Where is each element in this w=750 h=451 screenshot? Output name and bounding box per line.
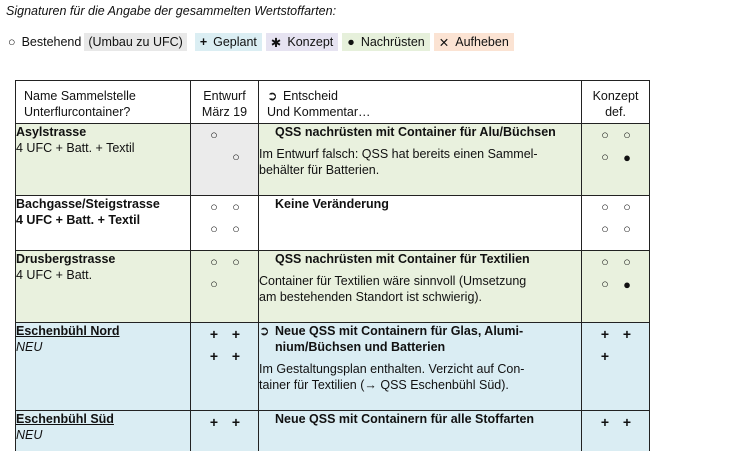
circle-open-icon: ○ bbox=[601, 150, 609, 164]
site-containers: 4 UFC + Batt. + Textil bbox=[16, 213, 141, 227]
comment-line1: Im Gestaltungsplan enthalten. Verzicht auf Con- bbox=[259, 362, 525, 376]
legend-planned bbox=[195, 33, 262, 51]
table-header-row bbox=[16, 81, 650, 124]
circle-open-icon: ○ bbox=[601, 128, 609, 142]
header-decision-line2: Und Kommentar… bbox=[267, 105, 371, 119]
plus-icon: + bbox=[209, 348, 219, 364]
site-name: Eschenbühl Süd bbox=[16, 412, 114, 426]
decision-cell bbox=[259, 323, 582, 411]
site-cell bbox=[16, 411, 191, 451]
circle-open-icon: ○ bbox=[601, 255, 609, 269]
comment-line2: am bestehenden Standort ist schwierig). bbox=[259, 290, 483, 304]
arrow-icon bbox=[259, 196, 275, 212]
decision-title bbox=[259, 323, 581, 355]
circle-open-icon: ○ bbox=[232, 255, 240, 269]
header-concept bbox=[582, 81, 650, 124]
decision-cell bbox=[259, 196, 582, 251]
header-concept-line2: def. bbox=[605, 105, 626, 119]
circle-open-icon: ○ bbox=[210, 200, 218, 214]
plus-icon: + bbox=[231, 414, 241, 430]
decision-comment bbox=[259, 361, 581, 393]
table-row bbox=[16, 251, 650, 323]
header-draft bbox=[191, 81, 259, 124]
decision-title bbox=[259, 251, 581, 267]
comment-line2: tainer für Textilien (→ QSS Eschenbühl Süd). bbox=[259, 378, 509, 392]
circle-filled-icon: ● bbox=[623, 149, 631, 165]
circle-open-icon: ○ bbox=[601, 277, 609, 291]
legend-existing bbox=[6, 33, 84, 51]
plus-icon: + bbox=[622, 414, 632, 430]
circle-open-icon: ○ bbox=[210, 222, 218, 236]
circle-open-icon: ○ bbox=[623, 255, 631, 269]
site-name: Asylstrasse bbox=[16, 125, 87, 139]
decision-cell bbox=[259, 411, 582, 451]
site-name: Drusbergstrasse bbox=[16, 252, 116, 266]
site-cell bbox=[16, 251, 191, 323]
arrow-icon: ➲ bbox=[267, 89, 278, 103]
legend bbox=[6, 33, 518, 51]
circle-open-icon: ○ bbox=[232, 150, 240, 164]
legend-existing-label: Bestehend bbox=[21, 35, 82, 49]
decision-text-line2: nium/Büchsen und Batterien bbox=[275, 340, 446, 354]
site-cell bbox=[16, 124, 191, 196]
decision-title bbox=[259, 411, 581, 427]
site-containers: 4 UFC + Batt. + Textil bbox=[16, 141, 135, 155]
asterisk-icon: ✱ bbox=[270, 35, 282, 50]
draft-symbols bbox=[191, 196, 259, 251]
decision-cell bbox=[259, 251, 582, 323]
circle-open-icon: ○ bbox=[623, 222, 631, 236]
decision-text: Neue QSS mit Containern für alle Stoffarten bbox=[275, 412, 535, 426]
legend-conversion bbox=[84, 33, 186, 51]
header-name-line2: Unterflurcontainer? bbox=[24, 105, 131, 119]
legend-conversion-label: (Umbau zu UFC) bbox=[88, 35, 183, 49]
plus-icon: + bbox=[600, 414, 610, 430]
arrow-icon bbox=[259, 124, 275, 140]
decision-cell bbox=[259, 124, 582, 196]
decision-text: QSS nachrüsten mit Container für Textilien bbox=[275, 252, 530, 266]
plus-icon: + bbox=[600, 326, 610, 342]
draft-symbols bbox=[191, 411, 259, 451]
plus-icon: + bbox=[622, 326, 632, 342]
legend-remove-label: Aufheben bbox=[455, 35, 509, 49]
legend-planned-label: Geplant bbox=[213, 35, 257, 49]
draft-symbols bbox=[191, 124, 259, 196]
header-concept-line1: Konzept bbox=[592, 89, 639, 103]
decision-text: QSS nachrüsten mit Container für Alu/Büchsen bbox=[275, 125, 556, 139]
circle-open-icon: ○ bbox=[232, 200, 240, 214]
plus-icon: + bbox=[231, 348, 241, 364]
decision-comment bbox=[259, 273, 581, 305]
legend-retrofit bbox=[342, 33, 430, 51]
concept-symbols bbox=[582, 251, 650, 323]
circle-open-icon: ○ bbox=[210, 128, 218, 142]
header-decision-line1: Entscheid bbox=[283, 89, 338, 103]
site-name: Eschenbühl Nord bbox=[16, 324, 120, 338]
plus-icon: + bbox=[209, 414, 219, 430]
legend-concept bbox=[266, 33, 338, 51]
arrow-icon: ➲ bbox=[259, 324, 270, 338]
header-draft-line1: Entwurf bbox=[203, 89, 246, 103]
decision-comment bbox=[259, 146, 581, 178]
decision-text: Keine Veränderung bbox=[275, 197, 389, 211]
legend-remove bbox=[434, 33, 514, 51]
decision-title bbox=[259, 124, 581, 140]
circle-open-icon: ○ bbox=[623, 200, 631, 214]
circle-filled-icon: ● bbox=[623, 276, 631, 292]
legend-concept-label: Konzept bbox=[287, 35, 334, 49]
site-status: NEU bbox=[16, 340, 43, 354]
table-row bbox=[16, 323, 650, 411]
table-row bbox=[16, 411, 650, 451]
site-containers: 4 UFC + Batt. bbox=[16, 268, 93, 282]
circle-open-icon: ○ bbox=[210, 277, 218, 291]
draft-symbols bbox=[191, 323, 259, 411]
cross-icon: ✕ bbox=[438, 35, 450, 50]
header-draft-line2: März 19 bbox=[201, 105, 248, 119]
circle-open-icon: ○ bbox=[601, 222, 609, 236]
plus-icon: + bbox=[600, 348, 610, 364]
site-status: NEU bbox=[16, 428, 43, 442]
header-decision bbox=[259, 81, 582, 124]
comment-line1: Im Entwurf falsch: QSS hat bereits einen Sammel- bbox=[259, 147, 538, 161]
legend-title: Signaturen für die Angabe der gesammelten Wertstoffarten: bbox=[6, 4, 337, 18]
circle-open-icon: ○ bbox=[601, 200, 609, 214]
header-name-line1: Name Sammelstelle bbox=[24, 89, 136, 103]
table-row bbox=[16, 124, 650, 196]
arrow-icon bbox=[259, 411, 275, 427]
comment-line2: behälter für Batterien. bbox=[259, 163, 380, 177]
table-row bbox=[16, 196, 650, 251]
concept-symbols bbox=[582, 124, 650, 196]
plus-icon: + bbox=[209, 326, 219, 342]
decision-text-line1: Neue QSS mit Containern für Glas, Alumi- bbox=[275, 324, 524, 338]
site-cell bbox=[16, 323, 191, 411]
circle-open-icon: ○ bbox=[8, 35, 16, 49]
plus-icon: + bbox=[231, 326, 241, 342]
collection-points-table bbox=[15, 80, 650, 451]
concept-symbols bbox=[582, 411, 650, 451]
site-name: Bachgasse/Steigstrasse bbox=[16, 197, 160, 211]
plus-icon: + bbox=[199, 35, 208, 49]
header-name bbox=[16, 81, 191, 124]
arrow-icon bbox=[259, 251, 275, 267]
circle-filled-icon: ● bbox=[347, 35, 355, 49]
concept-symbols bbox=[582, 323, 650, 411]
site-cell bbox=[16, 196, 191, 251]
legend-retrofit-label: Nachrüsten bbox=[360, 35, 425, 49]
circle-open-icon: ○ bbox=[623, 128, 631, 142]
circle-open-icon: ○ bbox=[232, 222, 240, 236]
decision-title bbox=[259, 196, 581, 212]
draft-symbols bbox=[191, 251, 259, 323]
comment-line1: Container für Textilien wäre sinnvoll (Umsetzung bbox=[259, 274, 527, 288]
concept-symbols bbox=[582, 196, 650, 251]
circle-open-icon: ○ bbox=[210, 255, 218, 269]
